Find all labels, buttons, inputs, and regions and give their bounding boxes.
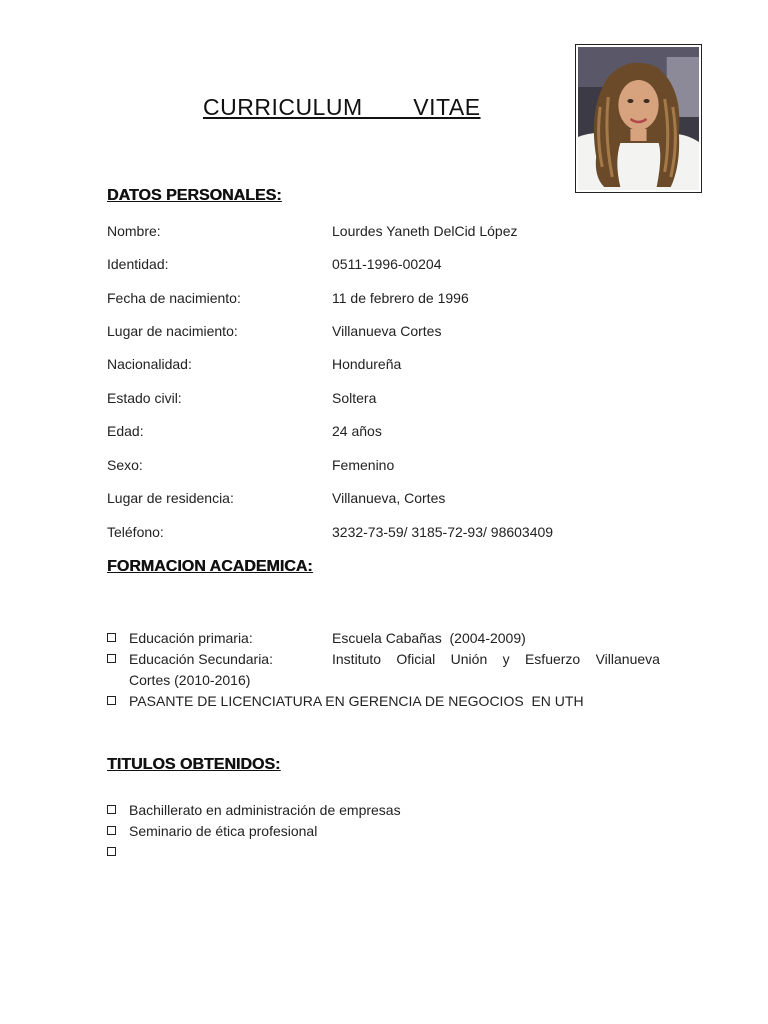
bullet-box-icon [107,826,116,835]
row-value: 24 años [332,423,382,439]
section-heading-datos-personales: DATOS PERSONALES: [107,187,282,204]
row-value: 11 de febrero de 1996 [332,290,469,306]
bullet-box-icon [107,654,116,663]
value-word: Unión [450,651,488,667]
list-item-value [332,651,660,667]
row-label: Identidad: [107,256,169,272]
row-value: Femenino [332,457,395,473]
list-item-value: Escuela Cabañas (2004-2009) [332,630,526,646]
value-word: Instituto [332,651,382,667]
list-item-label: PASANTE DE LICENCIATURA EN GERENCIA DE NEGOCIOS EN UTH [129,693,584,709]
list-item-label: Educación primaria: [129,630,253,646]
row-value: Lourdes Yaneth DelCid López [332,223,518,239]
page-title: CURRICULUM VITAE [203,94,481,120]
row-value: Villanueva Cortes [332,323,442,339]
row-label: Fecha de nacimiento: [107,290,241,306]
bullet-box-icon [107,696,116,705]
row-value: 0511-1996-00204 [332,256,442,272]
bullet-box-icon [107,633,116,642]
row-label: Edad: [107,423,144,439]
list-item-label: Seminario de ética profesional [129,823,318,839]
row-label: Nombre: [107,223,161,239]
list-item-label: Educación Secundaria: [129,651,273,667]
section-heading-titulos-obtenidos: TITULOS OBTENIDOS: [107,756,281,773]
row-label: Sexo: [107,457,143,473]
section-heading-formacion-academica: FORMACION ACADEMICA: [107,558,313,575]
value-word: Oficial [396,651,436,667]
row-label: Lugar de residencia: [107,490,234,506]
row-label: Lugar de nacimiento: [107,323,238,339]
profile-photo [575,44,702,193]
row-label: Teléfono: [107,524,164,540]
value-word: y [502,651,510,667]
profile-photo-image [578,47,699,190]
value-word: Villanueva [595,651,660,667]
list-item-label: Bachillerato en administración de empresas [129,802,401,818]
value-word: Esfuerzo [524,651,581,667]
row-value: Soltera [332,390,377,406]
row-value: 3232-73-59/ 3185-72-93/ 98603409 [332,524,554,540]
row-value: Villanueva, Cortes [332,490,446,506]
row-label: Nacionalidad: [107,356,192,372]
bullet-box-icon [107,805,116,814]
bullet-box-icon [107,847,116,856]
list-item-value-continued: Cortes (2010-2016) [129,672,251,688]
row-label: Estado civil: [107,390,182,406]
row-value: Hondureña [332,356,402,372]
